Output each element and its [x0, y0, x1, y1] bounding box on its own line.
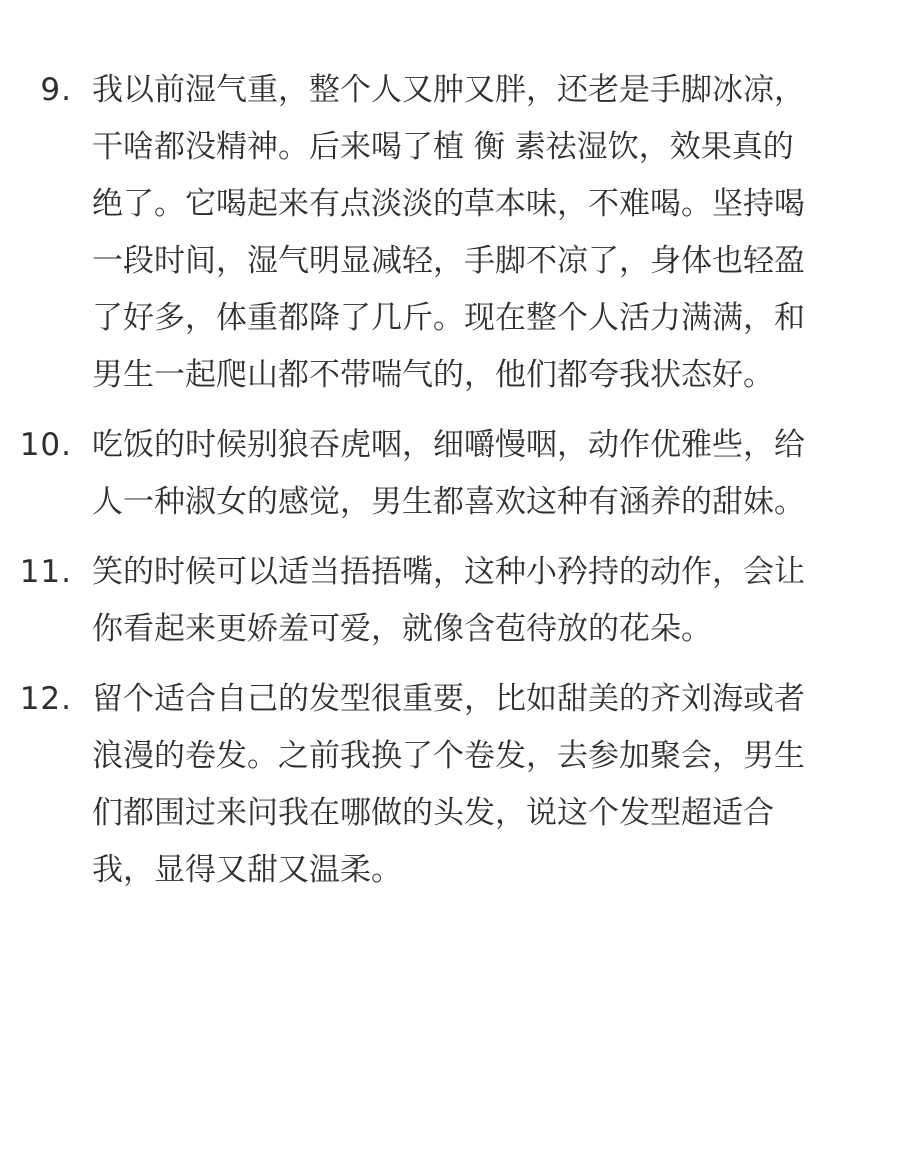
list-number: 9. [40, 72, 72, 108]
text-line: 我，显得又甜又温柔。 [92, 852, 402, 888]
text-line: 笑的时候可以适当捂捂嘴，这种小矜持的动作，会让 [92, 554, 805, 590]
text-line: 留个适合自己的发型很重要，比如甜美的齐刘海或者 [92, 681, 805, 717]
text-line: 浪漫的卷发。之前我换了个卷发，去参加聚会，男生 [92, 738, 805, 774]
list-number: 11. [19, 554, 72, 590]
list-item-12 [0, 671, 900, 899]
article-body [0, 62, 900, 912]
text-line: 我以前湿气重，整个人又肿又胖，还老是手脚冰凉， [92, 72, 805, 108]
text-line: 了好多，体重都降了几斤。现在整个人活力满满，和 [92, 300, 805, 336]
text-line: 人一种淑女的感觉，男生都喜欢这种有涵养的甜妹。 [92, 484, 805, 520]
text-line: 男生一起爬山都不带喘气的，他们都夸我状态好。 [92, 357, 774, 393]
list-item-9 [0, 62, 900, 404]
text-line: 干啥都没精神。后来喝了植 衡 素祛湿饮，效果真的 [92, 129, 794, 165]
text-line: 绝了。它喝起来有点淡淡的草本味，不难喝。坚持喝 [92, 186, 805, 222]
list-number: 12. [19, 681, 72, 717]
text-line: 一段时间，湿气明显减轻，手脚不凉了，身体也轻盈 [92, 243, 805, 279]
list-item-text [92, 671, 832, 899]
text-line: 吃饭的时候别狼吞虎咽，细嚼慢咽，动作优雅些，给 [92, 427, 805, 463]
list-item-text [92, 544, 832, 658]
list-item-11 [0, 544, 900, 658]
list-item-10 [0, 417, 900, 531]
text-line: 们都围过来问我在哪做的头发，说这个发型超适合 [92, 795, 774, 831]
list-item-text [92, 417, 832, 531]
list-number: 10. [19, 427, 72, 463]
list-item-text [92, 62, 832, 404]
text-line: 你看起来更娇羞可爱，就像含苞待放的花朵。 [92, 611, 712, 647]
